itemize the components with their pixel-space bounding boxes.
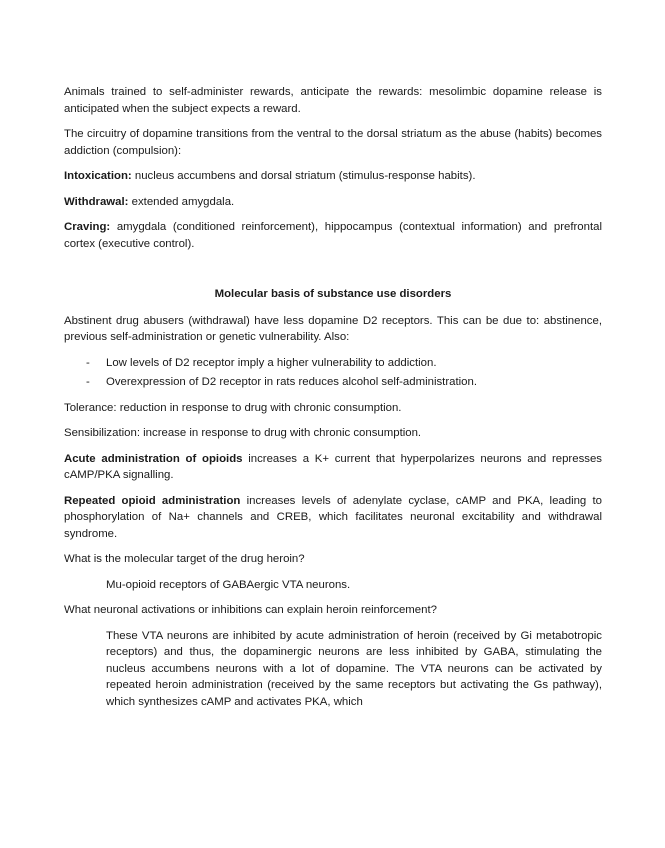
question-molecular-target: What is the molecular target of the drug heroin? <box>64 553 305 565</box>
paragraph-tolerance: Tolerance: reduction in response to drug with chronic consumption. <box>64 401 402 414</box>
paragraph-abstinent: Abstinent drug abusers (withdrawal) have less dopamine D2 receptors. This can be due to: abstinence, previous self-administration or genetic vulnerability. Also: <box>64 314 602 343</box>
bullet-list <box>64 355 602 391</box>
withdrawal-label: Withdrawal: <box>64 195 129 208</box>
craving-label: Craving: <box>64 221 111 233</box>
acute-label: Acute administration of opioids <box>64 452 243 465</box>
craving-text: amygdala (conditioned reinforcement), hippocampus (contextual information) and prefrontal cortex (executive control). <box>64 221 602 250</box>
paragraph-withdrawal <box>64 194 602 211</box>
acute-text: increases a K+ current that hyperpolarizes neurons and represses cAMP/PKA signalling. <box>64 452 602 481</box>
intoxication-label: Intoxication: <box>64 170 132 182</box>
bullet-text: Overexpression of D2 receptor in rats reduces alcohol self-administration. <box>106 376 477 388</box>
paragraph-craving <box>64 219 602 252</box>
section-heading: Molecular basis of substance use disorders <box>214 288 452 300</box>
answer-heroin-reinforcement: These VTA neurons are inhibited by acute administration of heroin (received by Gi metabotropic receptors) and thus, the dopaminergic neurons are less inhibited by GABA, stimulating the nucleus accumbens neurons with a lot of dopamine. The VTA neurons can be activated by repeated heroin administration (received by the same receptors but activating the Gs pathway), which synthesizes cAMP and activates PKA, which <box>106 629 602 708</box>
document-page <box>64 84 602 719</box>
question-heroin-reinforcement: What neuronal activations or inhibitions can explain heroin reinforcement? <box>64 604 437 616</box>
paragraph-repeated-opioids <box>64 493 602 543</box>
paragraph-sensibilization: Sensibilization: increase in response to drug with chronic consumption. <box>64 427 422 439</box>
paragraph-dopamine-circuitry: The circuitry of dopamine transitions from the ventral to the dorsal striatum as the abuse (habits) becomes addiction (compulsion): <box>64 128 602 157</box>
repeated-text: increases levels of adenylate cyclase, cAMP and PKA, leading to phosphorylation of Na+ channels and CREB, which facilitates neuronal excitability and withdrawal syndrome. <box>64 494 603 540</box>
bullet-dash: - <box>86 376 90 388</box>
paragraph-acute-opioids <box>64 451 602 484</box>
intoxication-text: nucleus accumbens and dorsal striatum (stimulus-response habits). <box>131 170 476 182</box>
answer-molecular-target: Mu-opioid receptors of GABAergic VTA neurons. <box>106 578 351 591</box>
list-item <box>64 355 602 372</box>
bullet-dash: - <box>86 356 90 369</box>
repeated-label: Repeated opioid administration <box>64 494 241 507</box>
bullet-text: Low levels of D2 receptor imply a higher vulnerability to addiction. <box>106 356 437 369</box>
paragraph-reward-anticipation: Animals trained to self-administer rewards, anticipate the rewards: mesolimbic dopamine release is anticipated when the subject expects a reward. <box>64 86 602 115</box>
withdrawal-text: extended amygdala. <box>128 195 235 208</box>
paragraph-intoxication <box>64 168 602 185</box>
list-item <box>64 374 602 391</box>
